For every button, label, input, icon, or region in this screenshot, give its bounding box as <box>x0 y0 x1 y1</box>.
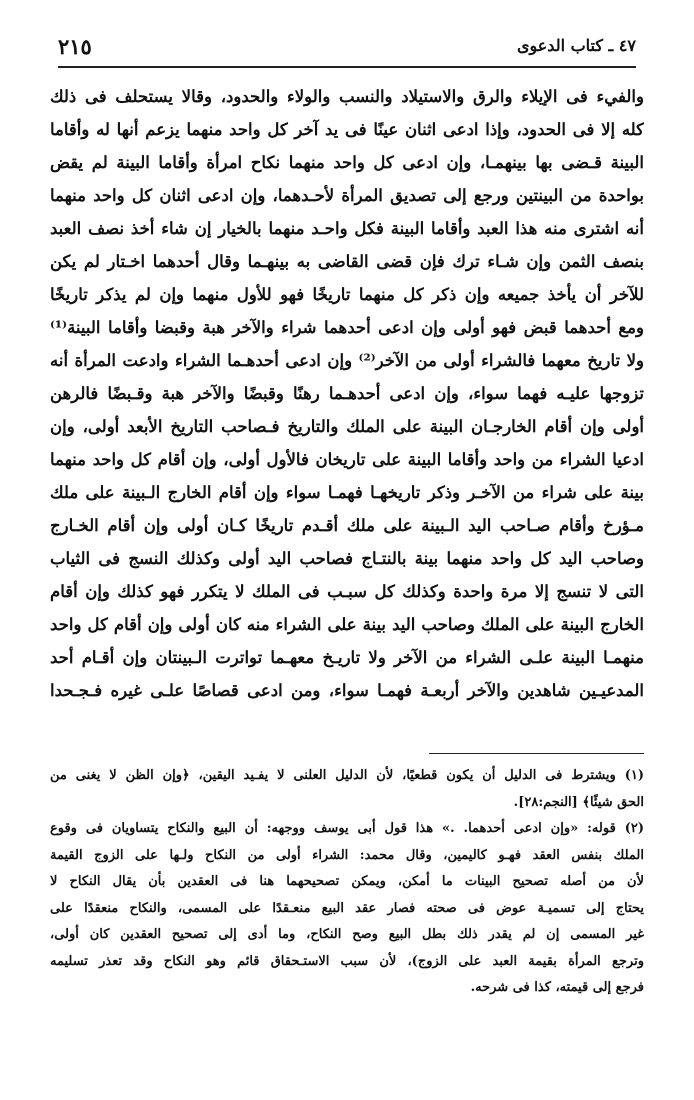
text-line: أولى وإن أقام الخارجـان البينة على الملك والتاريخ فـصاحب التاريخ الأبعد أولى، وإن <box>50 417 644 436</box>
footnotes <box>50 763 644 1002</box>
text-line: وصاحب اليد كل واحد منهما بينة بالنتـاج فصاحب اليد أولى وكذلك النسج فى الثياب <box>50 549 644 568</box>
text-line: البينة قـضى بها بينهمـا، وإن ادعى كل واحد منهما نكاح امرأة وأقاما البينة لم يقض <box>50 153 644 172</box>
footnote-line: وترجع المرأة بقيمة العبد على الزوج)، لأن سبب الاستـحقاق قائم وهو النكاح وقد تعذر تسليمه <box>50 953 644 969</box>
footnote-separator <box>429 753 644 754</box>
text-line: ادعيا الشراء من واحد وأقاما البينة على تاريخان فالأول أولى، وإن أقام كل واحد منهما <box>50 450 644 469</box>
text-line: الخارج البينة على الملك وصاحب اليد بينة على الشراء منه كان أولى وإن أقام كل واحد <box>50 615 644 634</box>
text-line: ومع أحدهما قبض فهو أولى وإن ادعى أحدهما شراء والآخر هبة وقبضا وأقاما البينة⁽¹⁾ <box>50 318 644 337</box>
text-line: للآخر أن يأخذ جميعه وإن ذكر كل منهما تاريخًا فهو للأول منهما وإن لم يذكر تاريخًا <box>50 285 644 304</box>
text-line: بواحدة من البينتين ورجع إلى تصديق المرأة لأحـدهما، وإن ادعى اثنان كل واحد منهما <box>50 186 644 205</box>
footnote-line: الحق شيئًا﴾ [النجم:٢٨]. <box>513 794 644 810</box>
footnote-line: فرجع إلى قيمته، كذا فى شرحه. <box>470 980 644 995</box>
text-line: المدعيـين شاهدين والآخر أربعـة فهمـا سواء، ومن ادعى قصاصًا علـى غيره فـجـحدا <box>50 681 644 700</box>
footnote-line: غير المسمى إن لم يقدر ذلك بطل البيع وصح النكاح، وما أدى إلى تصحيح العقدين كان أولى، <box>50 927 644 942</box>
footnote-line: (٢) قوله: «وإن ادعى أحدهما. .» هذا قول أبى يوسف ووجهه: أن البيع والنكاح يتساويان فى وقوع <box>50 821 644 836</box>
text-line: منهمـا البينة علـى الشراء من الآخر ولا تاريـخ معهـما تواترت الـبينتان وإن أقـام أحد <box>50 648 644 667</box>
text-line: ولا تاريخ معهما فالشراء أولى من الآخر⁽²⁾ وإن ادعى أحدهـما الشراء وادعت المرأة أنه <box>50 351 644 370</box>
text-line: كله إلا فى الحدود، وإذا ادعى اثنان عينًا فى يد آخر كل واحد منهما يزعم أنها له وأقاما <box>50 120 644 139</box>
footnote-line: الملك بنفس العقد فهـو كاليمين، وقال محمد: الشراء أولى من النكاح ولـها على الزوج القيمة <box>50 847 644 863</box>
footnote-line: (١) ويشترط فى الدليل أن يكون قطعيًا، لأن الدليل العلنى لا يفـيد اليقين، ﴿وإن الظن لا يغنى من <box>50 768 644 783</box>
text-line: بنصف الثمن وإن شـاء ترك فإن قضى القاضى به بينهـما وقال أحدهما اخـتار لم يكن <box>50 252 644 271</box>
text-line: أنه اشترى منه هذا العبد وأقاما البينة فكل واحـد منهما بالخيار إن شاء أخذ نصف العبد <box>50 219 644 238</box>
text-line: التى لا تنسج إلا مرة واحدة وكذلك كل سبـب فى الملك لا يتكرر فهو كذلك وإن أقام <box>50 582 644 601</box>
text-line: تزوجها عليـه فهما سواء، وإن ادعى أحدهـما رهنًا وقبضًا والآخر هبة وقـبضًا فالرهن <box>50 384 644 403</box>
page-number: ٢١٥ <box>58 34 92 59</box>
text-line: بينة على شراء من الآخـر وذكر تاريخهـا فهمـا سواء وإن أقام الخارج الـبينة على ملك <box>50 483 644 502</box>
main-text <box>50 80 644 707</box>
text-line: والفيء فى الإيلاء والرق والاستيلاد والنسب والولاء والحدود، وقالا يستحلف فى ذلك <box>50 87 644 106</box>
page-header <box>58 32 636 68</box>
text-line: مـؤرخ وأقام صـاحب اليد الـبينة على ملك أقـدم تاريخًا كـان أولى وإن أقام الخـارج <box>50 516 644 535</box>
footnote-line: يحتاج إلى تسميـة عوض فى صحته فصار عقد البيع منعـقدًا على المسمى، والنكاح منعقدًا على <box>50 900 644 916</box>
running-head: ٤٧ ـ كتاب الدعوى <box>516 36 636 55</box>
footnote-line: لأن من أصله تصحيح البينات ما أمكن، ويمكن تصحيحهما هنا فى العقدين بأن يقال النكاح لا <box>50 874 644 889</box>
